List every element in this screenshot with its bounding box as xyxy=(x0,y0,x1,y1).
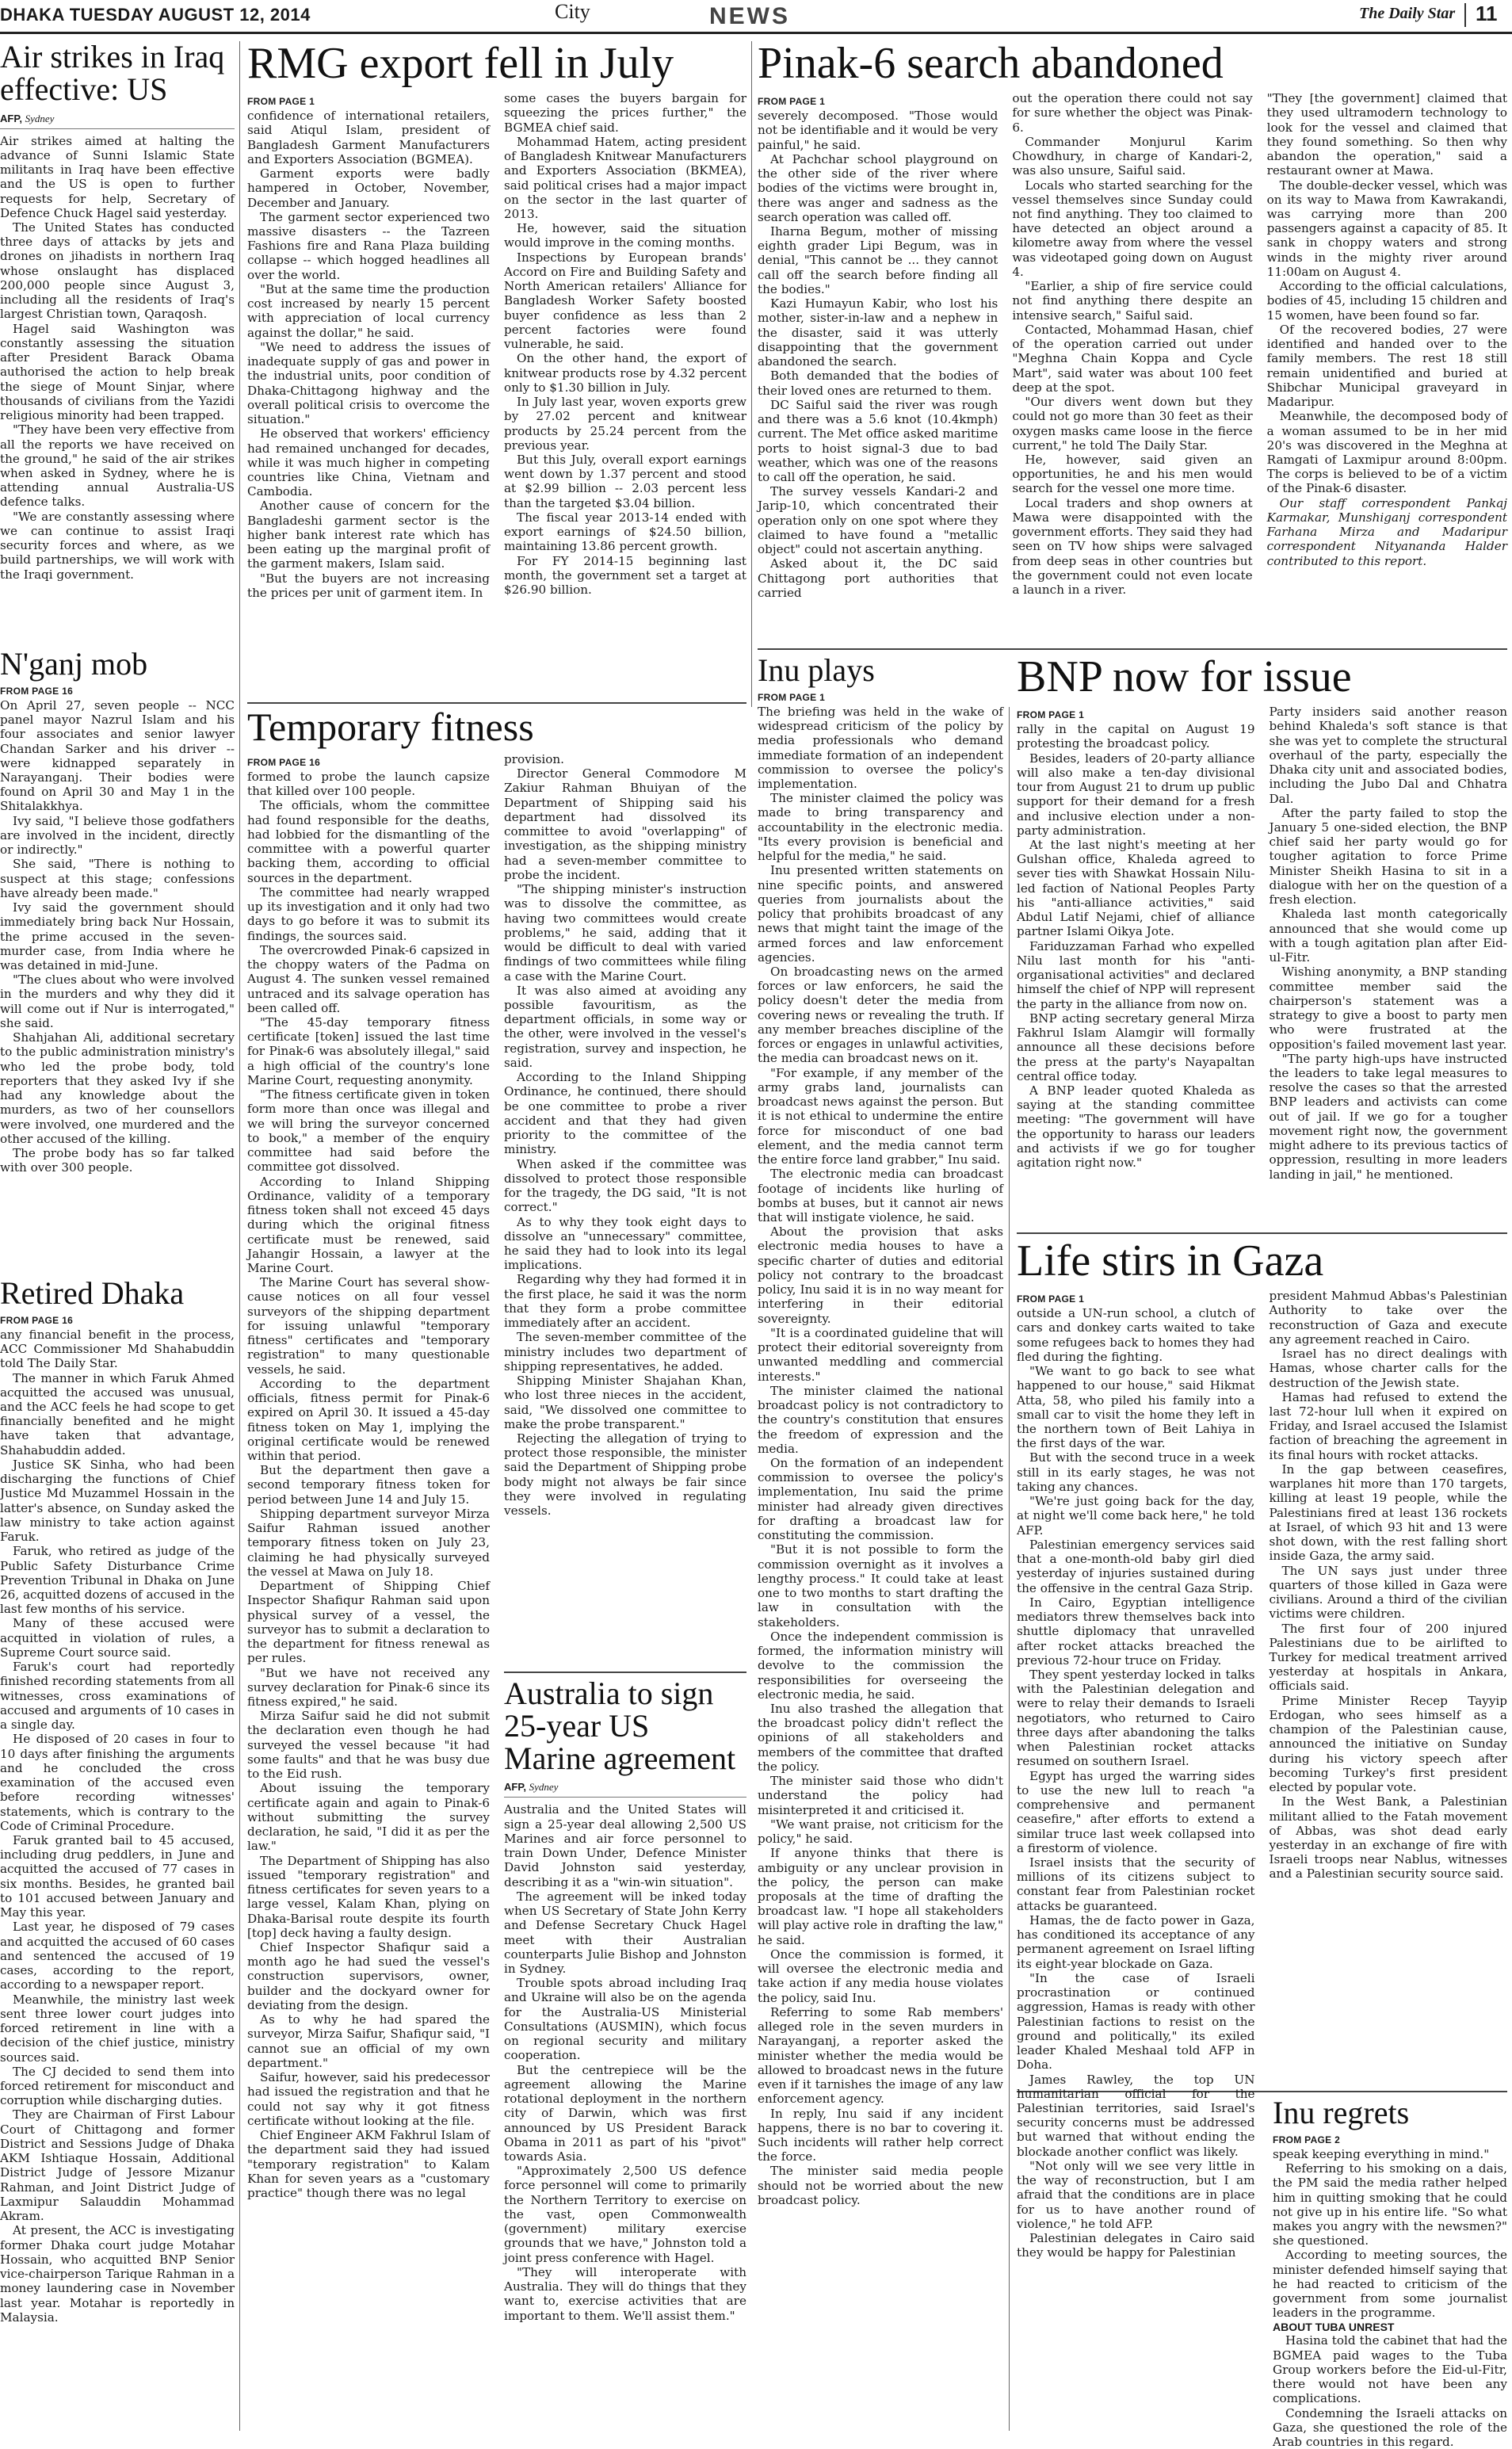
paragraph: Another cause of concern for the Bangladeshi garment sector is the higher bank interest rate which has been eating up the marginal profit of the garment makers, Islam said. xyxy=(247,499,490,571)
paragraph: He disposed of 20 cases in four to 10 days after finishing the arguments and he concluded the cross examination of the accused even before recording witnesses' statements, which is contrary to the Code of Criminal Procedure. xyxy=(0,1732,235,1833)
text-column xyxy=(247,91,490,600)
masthead xyxy=(0,0,1512,32)
paragraph: Once the commission is formed, it will oversee the electronic media and take action if any media house violates the policy, said Inu. xyxy=(758,1947,1003,2005)
article-body xyxy=(758,109,998,600)
article-body xyxy=(504,91,746,597)
category-label: NEWS xyxy=(709,3,790,29)
paragraph: Hamas, the de facto power in Gaza, has conditioned its acceptance of any permanent agreement on Israel lifting its eight-year blockade on Gaza. xyxy=(1017,1912,1255,1971)
paragraph: "Approximately 2,500 US defence force personnel will come to primarily the Northern Territory to exercise on the vast, open Commonwealth (government) military exercise grounds that we have," Johnston told a joint press conference with Hagel. xyxy=(504,2164,746,2265)
paragraph: Rejecting the allegation of trying to protect those responsible, the minister said the Department of Shipping probe body might not always be fair since they were involved in regulating vessels. xyxy=(504,1431,746,1519)
paragraph: Mohammad Hatem, acting president of Bangladesh Knitwear Manufacturers and Exporters Association (BKMEA), said political crises had a major impact on the sector in the last quarter of 2013. xyxy=(504,134,746,221)
paragraph: The overcrowded Pinak-6 capsized in the choppy waters of the Padma on August 4. The sunken vessel remained untraced and its salvage operation has been called off. xyxy=(247,942,490,1015)
paragraph: The minister claimed the policy was made to bring transparency and accountability in the electronic media. "Its every provision is beneficial and helpful for the media," he said. xyxy=(758,791,1003,864)
headline[interactable]: Inu plays xyxy=(758,652,875,688)
text-column xyxy=(1017,705,1255,1182)
paragraph: Shipping department surveyor Mirza Saifur Rahman issued another temporary fitness token on July 23, claiming he had physically surveyed the vessel at Mawa on July 18. xyxy=(247,1506,490,1579)
paragraph: But with the second truce in a week still in its early stages, he was not taking any chances. xyxy=(1017,1450,1255,1494)
paragraph: Saifur, however, said his predecessor had issued the registration and that he could not say why it got fitness certificate without looking at the file. xyxy=(247,2070,490,2128)
paragraph: According to the official calculations, bodies of 45, including 15 children and 15 women, have been found so far. xyxy=(1266,279,1507,323)
article-nganj-mob xyxy=(0,648,235,1274)
section-label: City xyxy=(555,0,590,23)
jump-label: FROM PAGE 1 xyxy=(758,96,826,108)
paragraph: For FY 2014-15 beginning last month, the government set a target at $26.90 billion. xyxy=(504,553,746,598)
paragraph: When asked if the committee was dissolved to protect those responsible for the tragedy, the DG said, "It is not correct." xyxy=(504,1156,746,1215)
paragraph: James Rawley, the top UN humanitarian official for the Palestinian territories, said Israel's security concerns must be addressed but warned that without ending the blockade another conflict was likely. xyxy=(1017,2072,1255,2159)
paragraph: Faruk's court had reportedly finished recording statements from all witnesses, cross examinations of accused and arguments of 10 cases in a single day. xyxy=(0,1660,235,1733)
paragraph: "The 45-day temporary fitness certificate [token] issued the last time for Pinak-6 was absolutely illegal," said a high official of the country's lone Marine Court, requesting anonymity. xyxy=(247,1014,490,1087)
paragraph: Chief Inspector Shafiqur said a month ago he had sued the vessel's construction supervisors, owner, builder and the dockyard owner for deviating from the design. xyxy=(247,1939,490,2012)
headline[interactable]: BNP now for issue xyxy=(1017,652,1352,701)
paragraph: In reply, Inu said if any incident happens, there is no bar to covering it. Such incidents will rather help correct the force. xyxy=(758,2106,1003,2164)
paragraph: "For example, if any member of the army grabs land, journalists can broadcast news against the person. But it is not ethical to undermine the entire force for misconduct of one bad element, and the media cannot term the entire force land grabber," Inu said. xyxy=(758,1065,1003,1167)
masthead-divider xyxy=(1464,3,1466,27)
paragraph: Hasina told the cabinet that had the BGMEA paid wages to the Tuba Group workers before the Eid-ul-Fitr, there would not have been any complications. xyxy=(1273,2333,1507,2406)
article-temporary-fitness xyxy=(247,707,746,2431)
masthead-rule xyxy=(0,32,1512,34)
paragraph: Wishing anonymity, a BNP standing committee member said the chairperson's statement was a strategy to give a boost to party men who were frustrated at the opposition's failed movement last year. xyxy=(1269,965,1507,1052)
paragraph: On the formation of an independent commission to oversee the policy's implementation, Inu said the prime minister had already given directives for drafting a broadcast law for constituting the commission. xyxy=(758,1455,1003,1543)
paragraph: Inspections by European brands' Accord on Fire and Building Safety and North American retailers' Alliance for Bangladesh Worker Safety boosted buyer confidence as less than 2 percent factories were found vulnerable, he said. xyxy=(504,250,746,352)
paragraph: The minister claimed the national broadcast policy is not contradictory to the country's constitution that ensures the freedom of expression and the media. xyxy=(758,1383,1003,1456)
paragraph: The garment sector experienced two massive disasters -- the Tazreen Fashions fire and Rana Plaza building collapse -- which hogged headlines all over the world. xyxy=(247,209,490,282)
paragraph: Inu presented written statements on nine specific points, and answered queries from journalists about the policy that prohibits broadcast of any news that might taint the image of the armed forces and law enforcement agencies. xyxy=(758,863,1003,965)
article-retired-dhaka xyxy=(0,1275,235,2431)
paragraph: Ivy said the government should immediately bring back Nur Hossain, the prime accused in the seven-murder case, from India where he was detained in mid-June. xyxy=(0,900,235,973)
paragraph: Ivy said, "I believe those godfathers are involved in the incident, directly or indirectly." xyxy=(0,813,235,858)
article-australia xyxy=(504,1672,746,2323)
paragraph: Chief Engineer AKM Fakhrul Islam of the department said they had issued "temporary registration" to Kalam Khan for seven years as a "customary practice" though there was no legal xyxy=(247,2128,490,2200)
paragraph: On broadcasting news on the armed forces or law enforcers, he said the policy doesn't deter the media from covering news or revealing the truth. If any member breaches discipline of the forces or engages in unlawful activities, the media can broadcast news on it. xyxy=(758,965,1003,1066)
article-body xyxy=(1270,1289,1508,1882)
paragraph: In the West Bank, a Palestinian militant allied to the Fatah movement of Abbas, was shot dead early yesterday in an exchange of fire with Israeli troops near Nablus, witnesses and a Palestinian security source said. xyxy=(1269,1794,1507,1882)
paragraph: "In the case of Israeli procrastination or continued aggression, Hamas is ready with other Palestinian factions to resist on the ground and politically," its exiled leader Khaled Meshaal told AFP in Doha. xyxy=(1017,1970,1255,2073)
paragraph: any financial benefit in the process, ACC Commissioner Md Shahabuddin told The Daily Star. xyxy=(0,1327,235,1371)
paragraph: severely decomposed. "Those would not be identifiable and it would be very painful," he said. xyxy=(758,109,998,152)
paragraph: Contacted, Mohammad Hasan, chief of the operation carried out under "Meghna Chain Koppa and Cycle Mart", said water was about 100 feet deep at the spot. xyxy=(1012,322,1253,395)
headline[interactable]: Pinak-6 search abandoned xyxy=(758,39,1224,88)
headline[interactable]: N'ganj mob xyxy=(0,646,148,682)
paragraph: out the operation there could not say for sure whether the object was Pinak-6. xyxy=(1012,91,1253,135)
paper-logo: The Daily Star xyxy=(1359,5,1456,22)
paragraph: Last year, he disposed of 79 cases and acquitted the accused of 60 cases and sentenced the accused of 19 cases, according to the report, according to a newspaper report. xyxy=(0,1920,235,1992)
paragraph: Asked about it, the DC said Chittagong port authorities that carried xyxy=(758,556,998,600)
paragraph: Hagel said Washington was constantly assessing the situation after President Barack Obama authorised the action to help break the siege of Mount Sinjar, where thousands of civilians from the Yazidi religious minority had been trapped. xyxy=(0,321,235,423)
text-column xyxy=(504,91,746,600)
article-body xyxy=(1017,722,1255,1170)
paragraph: The UN says just under three quarters of those killed in Gaza were civilians. Around a third of the civilian victims were children. xyxy=(1269,1563,1507,1622)
jump-label: FROM PAGE 16 xyxy=(0,685,74,697)
text-column xyxy=(247,752,490,2323)
paragraph: "We want praise, not criticism for the policy," he said. xyxy=(758,1817,1003,1847)
section-rule xyxy=(1017,1232,1507,1234)
paragraph: At present, the ACC is investigating former Dhaka court judge Motahar Hossain, who acquitted BNP Senior vice-chairperson Tarique Rahman in a money laundering case in November last year. Motahar is reportedly in Malaysia. xyxy=(0,2223,235,2325)
paragraph: The officials, whom the committee had found responsible for the deaths, had lobbied for the dismantling of the committee with a powerful quarter backing them, according to official sources in the department. xyxy=(247,798,490,885)
paragraph: As to why he had spared the surveyor, Mirza Saifur, Shafiqur said, "I cannot sue an official of my own department." xyxy=(247,2012,490,2070)
paragraph: Hamas had refused to extend the last 72-hour lull when it expired on Friday, and Israel accused the Islamist faction of breaching the agreement in its final hours with rocket attacks. xyxy=(1269,1389,1507,1462)
paragraph: The agreement will be inked today when US Secretary of State John Kerry and Defense Secretary Chuck Hagel meet with their Australian counterparts Julie Bishop and Johnston in Sydney. xyxy=(504,1889,746,1976)
paragraph: Once the independent commission is formed, the information ministry will devolve to the commission the responsibilities for overseeing the electronic media, he said. xyxy=(758,1629,1003,1702)
paragraph: They spent yesterday locked in talks with the Palestinian delegation and were to relay their demands to Israeli negotiators, who returned to Cairo three days after abandoning the talks when Palestinian rocket attacks resumed on southern Israel. xyxy=(1017,1667,1255,1769)
byline: AFP, Sydney xyxy=(0,112,55,124)
paragraph: On the other hand, the export of knitwear products rose by 4.32 percent only to $1.30 billion in July. xyxy=(504,351,746,395)
paragraph: "We're just going back for the day, at night we'll come back here," he told AFP. xyxy=(1017,1494,1255,1538)
article-body xyxy=(0,1328,235,2325)
headline[interactable]: Air strikes in Iraq effective: US xyxy=(0,39,225,107)
paragraph: "The clues about who were involved in the murders and why they did it will come out if Nur is interrogated," she said. xyxy=(0,972,235,1030)
paragraph: Israel insists that the security of millions of its citizens subject to constant fear from Palestinian rocket attacks be guaranteed. xyxy=(1017,1855,1255,1913)
paragraph: "Earlier, a ship of fire service could not find anything there despite an intensive search," Saiful said. xyxy=(1012,279,1253,323)
article-body xyxy=(247,109,490,600)
paragraph: Regarding why they had formed it in the first place, he said it was the norm that they form a probe committee immediately after an accident. xyxy=(504,1272,746,1331)
article-body xyxy=(0,698,235,1175)
paragraph: A BNP leader quoted Khaleda as saying at the standing committee meeting: "The government will have the opportunity to harass our leaders and activists if we go for tougher agitation right now." xyxy=(1017,1083,1255,1171)
paragraph: Meanwhile, the ministry last week sent three lower court judges into forced retirement in line with a decision of the chief justice, ministry sources said. xyxy=(0,1992,235,2065)
paragraph: If anyone thinks that there is ambiguity or any unclear provision in the policy, the person can make proposals at the time of drafting the broadcast law. "I hope all stakeholders will play active role in drafting the law," he said. xyxy=(758,1846,1003,1947)
paragraph: "The party high-ups have instructed the leaders to take legal measures to resolve the cases so that the arrested BNP leaders and activists can come out of jail. If we go for a tougher movement right now, the government might adhere to its previous tactics of oppression, resulting in more leaders landing in jail," he mentioned. xyxy=(1269,1051,1507,1182)
paragraph: The Marine Court has several show-cause notices on all four vessel surveyors of the shipping department for issuing unlawful "temporary fitness" certificates and "temporary registration" to many questionable vessels, he said. xyxy=(247,1275,490,1377)
paragraph: But the centrepiece will be the agreement allowing the Marine rotational deployment in the northern city of Darwin, which was first announced by US President Barack Obama in 2011 as part of his "pivot" towards Asia. xyxy=(504,2062,746,2164)
paragraph: About the provision that asks electronic media houses to have a specific charter of duties and editorial policy not contrary to the broadcast policy, Inu said it is in no way meant for interfering in their editorial sovereignty. xyxy=(758,1224,1003,1326)
paragraph: Faruk, who retired as judge of the Public Safety Disturbance Crime Prevention Tribunal in Dhaka on June 26, acquitted dozens of accused in the last few months of his service. xyxy=(0,1544,235,1617)
paragraph: Condemning the Israeli attacks on Gaza, she questioned the role of the Arab countries in this regard. xyxy=(1273,2405,1507,2449)
paragraph: Palestinian emergency services said that a one-month-old baby girl died yesterday of injuries sustained during the offensive in the central Gaza Strip. xyxy=(1017,1537,1255,1595)
paragraph: The electronic media can broadcast footage of incidents like hurling of bombs at buses, but it cannot air news that will instigate violence, he said. xyxy=(758,1167,1003,1224)
paragraph: According to the department officials, fitness permit for Pinak-6 expired on April 30. It issued a 45-day fitness token on May 1, implying the original certificate would be renewed within that period. xyxy=(247,1376,490,1464)
jump-label: FROM PAGE 16 xyxy=(247,757,321,768)
article-body xyxy=(1273,2147,1507,2449)
article-rmg-export xyxy=(247,41,746,697)
paragraph: He observed that workers' efficiency had remained unchanged for decades, while it was much higher in competing countries like China, Vietnam and Cambodia. xyxy=(247,426,490,499)
paragraph: "They [the government] claimed that they used ultramodern technology to look for the vessel and claimed that they found something. So then why abandon the operation," said a restaurant owner at Mawa. xyxy=(1266,91,1507,178)
paragraph: "It is a coordinated guideline that will protect their editorial sovereignty from unwanted meddling and commercial interests." xyxy=(758,1325,1003,1384)
jump-label: FROM PAGE 16 xyxy=(0,1314,74,1326)
paragraph: "Our divers went down but they could not go more than 30 feet as their oxygen masks came loose in the fierce current," he told The Daily Star. xyxy=(1012,395,1253,453)
paragraph: The double-decker vessel, which was on its way to Mawa from Kawrakandi, was carrying more than 200 passengers against a capacity of 85. It sank in choppy waters and strong winds in the mighty river around 11:00am on August 4. xyxy=(1266,178,1507,279)
paragraph: In Cairo, Egyptian intelligence mediators threw themselves back into shuttle diplomacy that unravelled after rocket attacks breached the previous 72-hour truce on Friday. xyxy=(1017,1595,1255,1668)
paragraph: Meanwhile, the decomposed body of a woman assumed to be in her mid 20's was discovered in the Meghna at Ramgati of Laxmipur around 8:00pm. The corps is believed to be of a victim of the Pinak-6 disaster. xyxy=(1266,409,1507,496)
headline[interactable]: Life stirs in Gaza xyxy=(1017,1236,1324,1286)
byline-rule xyxy=(0,128,235,129)
jump-label: FROM PAGE 1 xyxy=(1017,709,1085,721)
paragraph: Justice SK Sinha, who had been discharging the functions of Chief Justice Md Muzammel Hossain in the latter's absence, on Sunday asked the law ministry to take action against Faruk. xyxy=(0,1457,235,1545)
paragraph: As to why they took eight days to dissolve an "unnecessary" committee, he said they had to look into its legal implications. xyxy=(504,1214,746,1273)
paragraph: some cases the buyers bargain for squeezing the prices further," the BGMEA chief said. xyxy=(504,91,746,135)
paragraph: Of the recovered bodies, 27 were identified and handed over to the family members. The rest 18 still remain unidentified and buried at Shibchar Municipal graveyard in Madaripur. xyxy=(1266,322,1507,410)
paragraph: But this July, overall export earnings went down by 1.37 percent and stood at $2.99 billion -- 2.03 percent less than the targeted $3.04 billion. xyxy=(504,452,746,510)
paragraph: Mirza Saifur said he did not submit the declaration even though he had surveyed the vessel because "it had some faults" and that he was busy due to the Eid rush. xyxy=(247,1709,490,1782)
article-body xyxy=(1267,91,1507,568)
paragraph: Locals who started searching for the vessel themselves since Sunday could not find anything. They too claimed to have detected an object around a kilometre away from where the vessel was videotaped going down on August 4. xyxy=(1012,178,1253,279)
paragraph: In the gap between ceasefires, warplanes hit more than 170 targets, killing at least 19 people, while the Palestinians fired at least 136 rockets at Israel, of which 93 hit and 13 were shot down, with the rest falling short inside Gaza, the army said. xyxy=(1269,1461,1507,1564)
paragraph: Department of Shipping Chief Inspector Shafiqur Rahman said upon physical survey of a vessel, the surveyor has to submit a declaration to the department for fitness renewal as per rules. xyxy=(247,1579,490,1666)
paragraph: rally in the capital on August 19 protesting the broadcast policy. xyxy=(1017,722,1255,751)
paragraph: The probe body has so far talked with over 300 people. xyxy=(0,1146,235,1175)
text-column xyxy=(1270,705,1508,1182)
paragraph: They are Chairman of First Labour Court of Chittagong and former District and Sessions Judge of Dhaka AKM Ishtiaque Hossain, Additional District Judge of Jessore Mizanur Rahman, and Joint District Judge of Laxmipur Salauddin Mohammad Akram. xyxy=(0,2107,235,2224)
paragraph: He, however, said the situation would improve in the coming months. xyxy=(504,221,746,250)
article-columns xyxy=(247,752,746,2323)
headline[interactable]: Temporary fitness xyxy=(247,705,534,749)
paragraph: Besides, leaders of 20-party alliance will also make a ten-day divisional tour from August 21 to drum up public support for their demand for a fresh and inclusive election under a non-party administration. xyxy=(1017,751,1255,838)
paragraph: BNP acting secretary general Mirza Fakhrul Islam Alamgir will formally announce all these decisions before the press at the party's Nayapaltan central office today. xyxy=(1017,1011,1255,1083)
paragraph: Director General Commodore M Zakiur Rahman Bhuiyan of the Department of Shipping said his department had dissolved its committee to avoid "overlapping" of investigation, as the shipping ministry had a seven-member committee to probe the incident. xyxy=(504,766,746,882)
paragraph: outside a UN-run school, a clutch of cars and donkey carts waited to take some refugees back to homes they had fled during the fighting. xyxy=(1017,1306,1255,1364)
paragraph: About issuing the temporary certificate again and again to Pinak-6 without submitting the survey declaration, he said, "I did it as per the law." xyxy=(247,1781,490,1854)
paragraph: In July last year, woven exports grew by 27.02 percent and knitwear products by 25.24 percent from the previous year. xyxy=(504,395,746,453)
paragraph: "We are constantly assessing where we can continue to assist Iraqi security forces and where, as we build partnerships, we will work with the Iraqi government. xyxy=(0,509,235,582)
paragraph: The minister said media people should not be worried about the new broadcast policy. xyxy=(758,2164,1003,2207)
paragraph: According to Inland Shipping Ordinance, validity of a temporary fitness token shall not exceed 45 days during which the original fitness certificate must be renewed, said Jahangir Hossain, a lawyer at the Marine Court. xyxy=(247,1174,490,1275)
paragraph: Prime Minister Recep Tayyip Erdogan, who sees himself as a champion of the Palestinian cause, announced the initiative on Sunday during his victory speech after becoming Turkey's first president elected by popular vote. xyxy=(1269,1693,1507,1795)
text-column xyxy=(758,91,998,600)
paragraph: Fariduzzaman Farhad who expelled Nilu last month for his "anti-organisational activities" and declared himself the chief of NPP will represent the party in the alliance from now on. xyxy=(1017,938,1255,1011)
paragraph: On April 27, seven people -- NCC panel mayor Nazrul Islam and his four associates and senior lawyer Chandan Sarker and his driver -- were kidnapped separately in Narayanganj. Their bodies were found on April 30 and May 1 in the Shitalakkhya. xyxy=(0,697,235,814)
paragraph: Party insiders said another reason behind Khaleda's soft stance is that she was yet to complete the structural overhaul of the party, especially the Dhaka city unit and associated bodies, including the Jubo Dal and Chhatra Dal. xyxy=(1269,705,1507,806)
paragraph: "Not only will we see very little in the way of reconstruction, but I am afraid that the conditions are in place for us to have another round of violence," he told AFP. xyxy=(1017,2158,1255,2231)
paragraph: But the department then gave a second temporary fitness token for period between June 14 and July 15. xyxy=(247,1463,490,1507)
article-inu-plays xyxy=(758,652,1003,2431)
paragraph: Many of these accused were acquitted in violation of rules, a Supreme Court source said. xyxy=(0,1616,235,1660)
article-body xyxy=(1017,1306,1255,2260)
paragraph: The United States has conducted three days of attacks by jets and drones on jihadists in northern Iraq whose onslaught has displaced 200,000 people since August 3, including all the residents of Iraq's largest Christian town, Qaraqosh. xyxy=(0,220,235,322)
paragraph: Shipping Minister Shajahan Khan, who lost three nieces in the accident, said, "We dissolved one committee to make the probe transparent." xyxy=(504,1374,746,1431)
jump-label: FROM PAGE 1 xyxy=(247,96,315,108)
paragraph: Australia and the United States will sign a 25-year deal allowing 2,500 US Marines and air force personnel to train Down Under, Defence Minister David Johnston said yesterday, describing it as a "win-win situation". xyxy=(504,1802,746,1889)
article-columns xyxy=(1017,705,1507,1182)
article-body xyxy=(504,752,746,1672)
paragraph: After the party failed to stop the January 5 one-sided election, the BNP chief said her party would go for tougher agitation to force Prime Minister Sheikh Hasina to sit in a dialogue with her on the question of a fresh election. xyxy=(1269,805,1507,907)
paragraph: Palestinian delegates in Cairo said they would be happy for Palestinian xyxy=(1017,2231,1255,2260)
paragraph: Israel has no direct dealings with Hamas, whose charter calls for the destruction of the Jewish state. xyxy=(1269,1347,1507,1390)
paragraph: According to meeting sources, the minister defended himself saying that he had reacted to criticism of the government from some journalist leaders in the programme. xyxy=(1273,2248,1507,2321)
paragraph: The CJ decided to send them into forced retirement for misconduct and corruption while discharging duties. xyxy=(0,2064,235,2108)
byline: AFP, Sydney xyxy=(504,1781,559,1794)
article-body xyxy=(0,134,235,582)
paragraph: Shahjahan Ali, additional secretary to the public administration ministry's who led the probe body, told reporters that they asked Ivy if she had any knowledge about the murders, as two of her counsellors were involved, one murdered and the other accused of the killing. xyxy=(0,1030,235,1146)
paragraph: Both demanded that the bodies of their loved ones are returned to them. xyxy=(758,369,998,398)
paragraph: formed to probe the launch capsize that killed over 100 people. xyxy=(247,770,490,799)
paragraph: Trouble spots abroad including Iraq and Ukraine will also be on the agenda for the Australia-US Ministerial Consultations (AUSMIN), which focus on regional security and military cooperation. xyxy=(504,1976,746,2063)
paragraph: confidence of international retailers, said Atiqul Islam, president of Bangladesh Garment Manufacturers and Exporters Association (BGMEA). xyxy=(247,109,490,166)
article-bnp xyxy=(1017,652,1507,1225)
paragraph: "But we have not received any survey declaration for Pinak-6 since its fitness expired," he said. xyxy=(247,1665,490,1709)
paragraph: "But the buyers are not increasing the prices per unit of garment item. In xyxy=(247,571,490,600)
article-body xyxy=(758,705,1003,2207)
paragraph: According to the Inland Shipping Ordinance, he continued, there should be one committee to probe a river accident and that they had given priority to the committee of the ministry. xyxy=(504,1070,746,1157)
paragraph: president Mahmud Abbas's Palestinian Authority to take over the reconstruction of Gaza and execute any agreement reached in Cairo. xyxy=(1269,1289,1507,1347)
article-inu-regrets xyxy=(1273,2095,1507,2449)
paragraph: It was also aimed at avoiding any possible favouritism, as the department officials, in some way or the other, were involved in the vessel's registration, survey and inspection, he said. xyxy=(504,983,746,1070)
paragraph: Referring to his smoking on a dais, the PM said the media rather helped him in quitting smoking that he could not give up in his entire life. "So what makes you angry with the newsmen?" she questioned. xyxy=(1273,2161,1507,2248)
paragraph: "They will interoperate with Australia. They will do things that they want to, exercise activities that are important to them. We'll assist them." xyxy=(504,2264,746,2323)
paragraph: provision. xyxy=(504,752,564,766)
paragraph: Iharna Begum, mother of missing eighth grader Lipi Begum, was in denial, "This cannot be ... they cannot call off the search before finding all the bodies." xyxy=(758,224,998,296)
paragraph: "The fitness certificate given in token form more than once was illegal and we will bring the surveyor concerned to book," a member of the enquiry committee had said before the committee got dissolved. xyxy=(247,1087,490,1175)
paragraph: The seven-member committee of the ministry includes two department of shipping representatives, he added. xyxy=(504,1330,746,1374)
paragraph: The first four of 200 injured Palestinians due to be airlifted to Turkey for medical treatment arrived yesterday at hospitals in Ankara, officials said. xyxy=(1269,1621,1507,1694)
paragraph: The committee had nearly wrapped up its investigation and it only had two days to go before it was to submit its findings, the sources said. xyxy=(247,884,490,943)
paragraph: "We need to address the issues of inadequate supply of gas and power in the industrial units, poor condition of Dhaka-Chittagong highway and the overall political crisis to overcome the situation." xyxy=(247,339,490,427)
paragraph: "But at the same time the production cost increased by nearly 15 percent with appreciation of local currency against the dollar," he said. xyxy=(247,281,490,340)
jump-label: FROM PAGE 2 xyxy=(1273,2134,1341,2145)
article-columns xyxy=(758,91,1507,600)
paragraph: Khaleda last month categorically announced that she would come up with a tough agitation plan after Eid-ul-Fitr. xyxy=(1269,907,1507,965)
text-column xyxy=(1012,91,1252,600)
headline[interactable]: Inu regrets xyxy=(1273,2095,1410,2130)
article-body xyxy=(1012,91,1252,597)
paragraph: "But it is not possible to form the commission overnight as it involves a lengthy process." It could take at least one to two months to start drafting the law in consultation with the stakeholders. xyxy=(758,1542,1003,1629)
paragraph: speak keeping everything in mind." xyxy=(1273,2146,1490,2161)
paragraph: The manner in which Faruk Ahmed acquitted the accused was unusual, and the ACC feels he had scope to get financially benefited and he might have taken that advantage, Shahabuddin added. xyxy=(0,1370,235,1458)
paragraph: Kazi Humayun Kabir, who lost his mother, sister-in-law and a nephew in the disaster, said it was utterly disappointing that the government abandoned the search. xyxy=(758,296,998,369)
dateline: DHAKA TUESDAY AUGUST 12, 2014 xyxy=(0,5,311,25)
contributor-note: Our staff correspondent Pankaj Karmakar, Munshiganj correspondent Farhana Mirza and Madaripur correspondent Nityananda Halder contributed to this report. xyxy=(1266,495,1507,568)
headline[interactable]: Australia to sign 25-year US Marine agreement xyxy=(504,1675,736,1776)
paragraph: Referring to some Rab members' alleged role in the seven murders in Narayanganj, a reporter asked the minister whether the media would be allowed to broadcast news in the future even if it tarnishes the image of any law enforcement agency. xyxy=(758,2004,1003,2107)
paragraph: "They have been very effective from all the reports we have received on the ground," he said of the air strikes when asked in Sydney, where he is attending annual Australia-US defence talks. xyxy=(0,422,235,510)
paragraph: She said, "There is nothing to suspect at this stage; confessions have already been made." xyxy=(0,857,235,900)
paragraph: Faruk granted bail to 45 accused, including drug peddlers, in June and acquitted the accused of 77 cases in six months. Besides, he granted bail to 101 accused between January and May this year. xyxy=(0,1833,235,1920)
column-divider xyxy=(751,41,752,707)
section-rule xyxy=(758,648,1507,650)
paragraph: The minister said those who didn't understand the policy had misinterpreted it and criticised it. xyxy=(758,1774,1003,1817)
page-number: 11 xyxy=(1476,2,1498,25)
subheading: ABOUT TUBA UNREST xyxy=(1273,2320,1395,2333)
paragraph: The survey vessels Kandari-2 and Jarip-10, which concentrated their operation only on one spot where they claimed to have found a "metallic object" could not ascertain anything. xyxy=(758,484,998,557)
article-body xyxy=(1270,705,1508,1182)
paragraph: At Pachchar school playground on the other side of the river where bodies of the victims were brought in, there was anger and sadness as the search operation was called off. xyxy=(758,151,998,224)
text-column xyxy=(1017,1289,1255,2260)
section-rule xyxy=(247,702,746,704)
article-iraq xyxy=(0,41,235,644)
jump-label: FROM PAGE 1 xyxy=(758,691,826,703)
article-body xyxy=(247,770,490,2200)
paragraph: The fiscal year 2013-14 ended with export earnings of $24.50 billion, maintaining 13.86 percent growth. xyxy=(504,510,746,554)
article-body xyxy=(504,1802,746,2322)
article-pinak-6 xyxy=(758,41,1507,644)
jump-label: FROM PAGE 1 xyxy=(1017,1293,1085,1305)
headline[interactable]: RMG export fell in July xyxy=(247,39,674,88)
column-divider xyxy=(239,41,240,2431)
text-column xyxy=(1267,91,1507,600)
paragraph: The Department of Shipping has also issued "temporary registration" and fitness certificates for seven years to a large vessel, Kalam Khan, plying on Dhaka-Barisal route despite its fourth [top] deck having a faulty design. xyxy=(247,1853,490,1940)
paragraph: Egypt has urged the warring sides to use the new lull to reach "a comprehensive and permanent ceasefire," after efforts to extend a similar truce last week collapsed into a firestorm of violence. xyxy=(1017,1768,1255,1855)
paragraph: At the last night's meeting at her Gulshan office, Khaleda agreed to sever ties with Shawkat Hossain Nilu-led faction of National Peoples Party his "anti-alliance activities," said Abdul Latif Nejami, chief of alliance partner Islami Oikya Jote. xyxy=(1017,837,1255,939)
paragraph: Local traders and shop owners at Mawa were disappointed with the government efforts. They said they had seen on TV how ships were salvaged from deep seas in other countries but the government could not even locate a launch in a river. xyxy=(1012,495,1253,598)
byline-rule xyxy=(504,1797,746,1798)
paragraph: Air strikes aimed at halting the advance of Sunni Islamic State militants in Iraq have been effective and the US is open to further requests for help, Secretary of Defence Chuck Hagel said yesterday. xyxy=(0,133,235,220)
paragraph: "We want to go back to see what happened to our house," said Hikmat Atta, 58, who piled his family into a small car to visit the home they left in the northern town of Beit Lahiya in the first days of the war. xyxy=(1017,1364,1255,1451)
article-columns xyxy=(247,91,746,600)
text-column xyxy=(504,752,746,2323)
paragraph: The briefing was held in the wake of widespread criticism of the policy by media professionals who demand immediate formation of an independent commission to oversee the policy's implementation. xyxy=(758,704,1003,791)
paragraph: Garment exports were badly hampered in October, November, December and January. xyxy=(247,166,490,210)
paragraph: "The shipping minister's instruction was to dissolve the committee, as having two committees would create problems," he said, adding that it would be difficult to deal with varied findings of two committees while filing a case with the Marine Court. xyxy=(504,882,746,984)
paragraph: Commander Monjurul Karim Chowdhury, in charge of Kandari-2, was also unsure, Saiful said. xyxy=(1012,134,1253,178)
column-divider xyxy=(1009,707,1010,2431)
paragraph: He, however, said given an opportunities, he and his men would search for the vessel one more time. xyxy=(1012,452,1253,496)
paragraph: Inu also trashed the allegation that the broadcast policy didn't reflect the opinions of all stakeholders and members of the committee that drafted the policy. xyxy=(758,1701,1003,1774)
paragraph: DC Saiful said the river was rough and there was a 5.6 knot (10.4kmph) current. The Met office asked maritime ports to hoist signal-3 due to bad weather, which was one of the reasons to call off the operation, he said. xyxy=(758,397,998,484)
headline[interactable]: Retired Dhaka xyxy=(0,1275,185,1311)
